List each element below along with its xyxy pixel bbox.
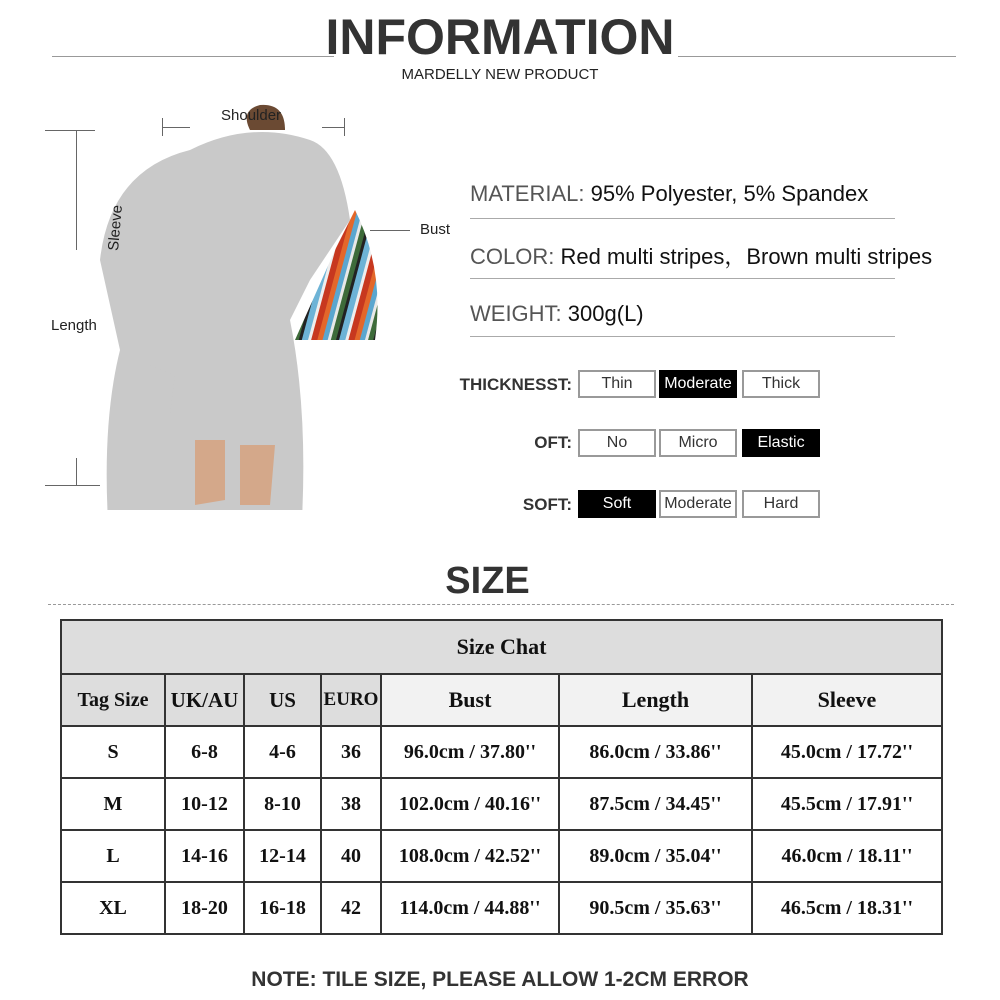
length-label: Length [51,317,97,334]
cell: 108.0cm / 42.52'' [381,830,559,882]
thickness-thick: Thick [742,370,820,398]
header-length: Length [559,674,752,726]
cell: 36 [321,726,381,778]
header-euro: EURO [321,674,381,726]
cell: 46.5cm / 18.31'' [752,882,942,934]
stretch-no: No [578,429,656,457]
cell: XL [61,882,165,934]
table-row [61,882,942,934]
shoulder-line-left [162,127,190,128]
table-row [61,726,942,778]
header-bust: Bust [381,674,559,726]
header-tag-size: Tag Size [61,674,165,726]
cell: 46.0cm / 18.11'' [752,830,942,882]
table-row [61,778,942,830]
cell: 12-14 [244,830,321,882]
cell: 114.0cm / 44.88'' [381,882,559,934]
soft-moderate: Moderate [659,490,737,518]
shoulder-line-right [322,127,344,128]
header-uk-au: UK/AU [165,674,244,726]
bust-label: Bust [420,221,451,238]
cell: 96.0cm / 37.80'' [381,726,559,778]
size-table [60,619,943,935]
length-line-top [76,130,77,250]
cell: 38 [321,778,381,830]
cell: M [61,778,165,830]
cell: 18-20 [165,882,244,934]
weight-row: WEIGHT: 300g(L) [470,301,644,326]
thickness-label: THICKNESST: [459,375,572,394]
divider [470,278,895,279]
cell: L [61,830,165,882]
material-row: MATERIAL: 95% Polyester, 5% Spandex [470,181,869,206]
header-sleeve: Sleeve [752,674,942,726]
cell: 102.0cm / 40.16'' [381,778,559,830]
page-title: INFORMATION [325,9,675,65]
table-row [61,830,942,882]
stretch-label: OFT: [534,433,572,452]
divider [470,336,895,337]
table-header-row [61,674,942,726]
cell: 90.5cm / 35.63'' [559,882,752,934]
soft-soft: Soft [578,490,656,518]
shoulder-tick-left [162,118,163,136]
thickness-thin: Thin [578,370,656,398]
length-top-tick [45,130,95,131]
table-caption: Size Chat [61,620,942,674]
cell: 45.5cm / 17.91'' [752,778,942,830]
divider [470,218,895,219]
sleeve-label: Sleeve [105,204,126,252]
color-row: COLOR: Red multi stripes，Brown multi stripes [470,244,933,269]
header-us: US [244,674,321,726]
soft-label: SOFT: [522,495,572,514]
length-bottom-tick [45,485,100,486]
cell: 42 [321,882,381,934]
stretch-micro: Micro [659,429,737,457]
cell: 87.5cm / 34.45'' [559,778,752,830]
size-heading: SIZE [445,560,530,602]
cell: 14-16 [165,830,244,882]
cell: 89.0cm / 35.04'' [559,830,752,882]
thickness-moderate: Moderate [659,370,737,398]
page-subtitle: MARDELLY NEW PRODUCT [401,66,599,83]
size-divider [48,604,954,605]
cell: 8-10 [244,778,321,830]
shoulder-tick-right [344,118,345,136]
cell: 45.0cm / 17.72'' [752,726,942,778]
length-line-bottom [76,458,77,485]
cell: 6-8 [165,726,244,778]
soft-hard: Hard [742,490,820,518]
cell: 4-6 [244,726,321,778]
size-note: NOTE: TILE SIZE, PLEASE ALLOW 1-2CM ERROR [251,968,749,991]
bust-line [370,230,410,231]
cell: 86.0cm / 33.86'' [559,726,752,778]
shoulder-label: Shoulder [221,107,282,124]
cell: 10-12 [165,778,244,830]
cell: 16-18 [244,882,321,934]
stretch-elastic: Elastic [742,429,820,457]
cell: S [61,726,165,778]
cell: 40 [321,830,381,882]
